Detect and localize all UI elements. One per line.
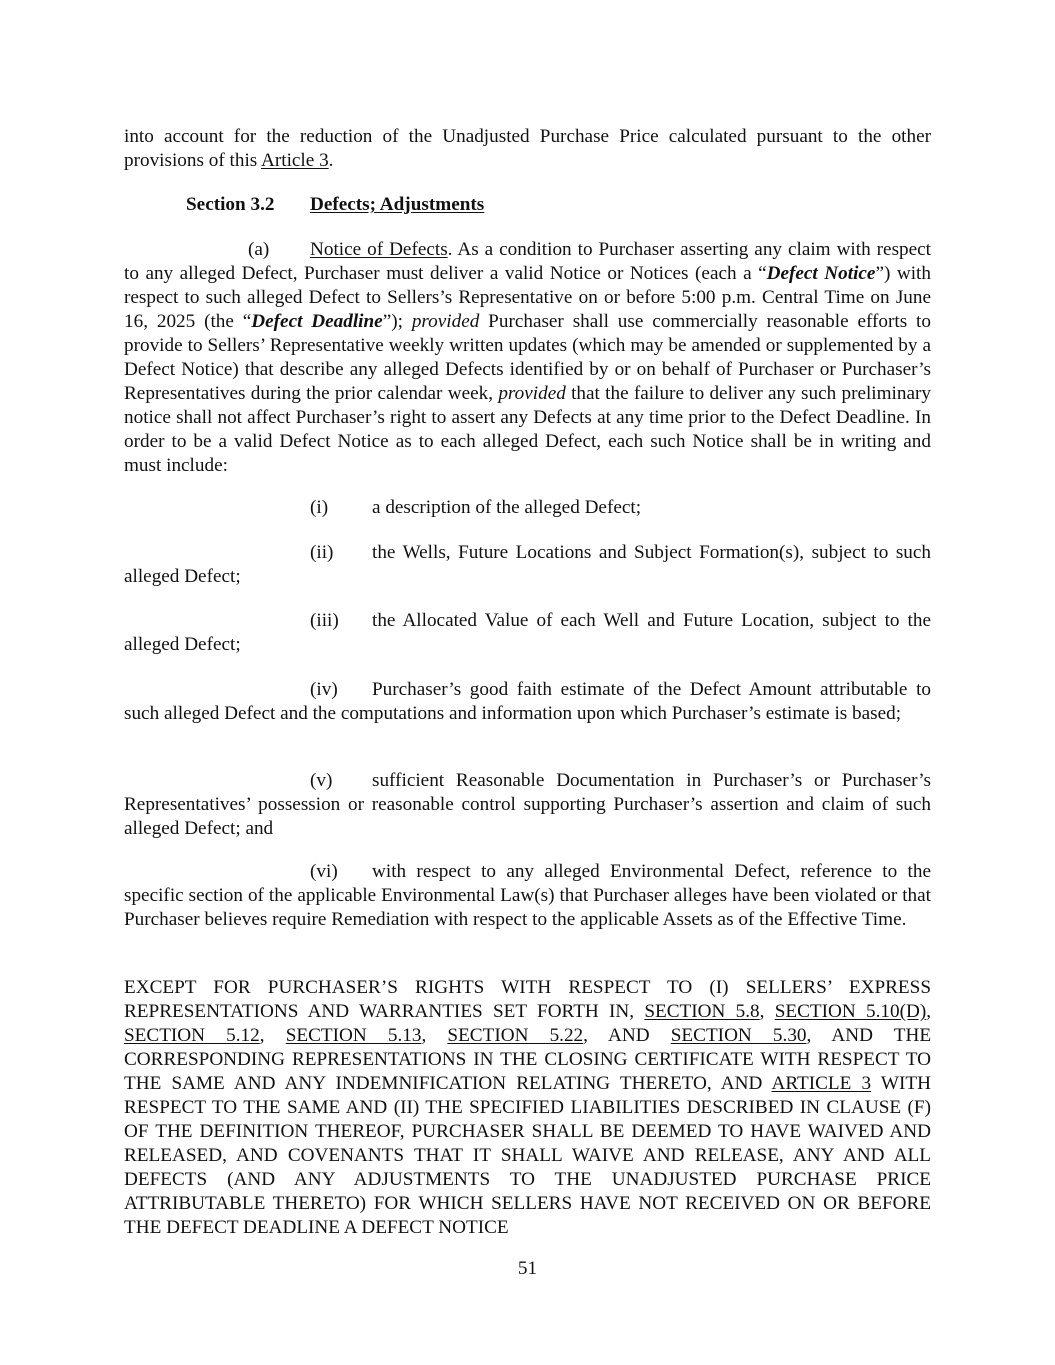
section-number: Section 3.2 <box>186 194 275 215</box>
list-item-label: (iii) <box>310 610 339 631</box>
notice-text: ”) with respect to such alleged Defect to Sellers’s Representative on or before 5:00 p.m. Central Time on June 16, 2025 (the “ <box>124 263 931 332</box>
separator: , <box>759 1001 775 1022</box>
list-item-label: (vi) <box>310 861 338 882</box>
provided-term: provided <box>498 383 566 404</box>
article-3-reference: Article 3 <box>261 150 329 171</box>
list-item-label: (ii) <box>310 542 334 563</box>
section-reference: SECTION 5.12 <box>124 1025 260 1046</box>
list-item-label: (v) <box>310 770 333 791</box>
waiver-text: , AND THE CORRESPONDING REPRESENTATIONS IN THE CLOSING CERTIFICATE WITH RESPECT TO THE SAME AND ANY INDEMNIFICATION RELATING THERETO, AND <box>124 1025 932 1094</box>
notice-of-defects-paragraph <box>124 238 931 478</box>
section-reference: SECTION 5.30 <box>670 1025 807 1046</box>
waiver-text: EXCEPT FOR PURCHASER’S RIGHTS WITH RESPECT TO (I) SELLERS’ EXPRESS REPRESENTATIONS AND WARRANTIES SET FORTH IN, <box>124 977 931 1022</box>
paragraph-heading: Notice of Defects <box>310 239 448 260</box>
list-item-text: the Allocated Value of each Well and Future Location, subject to the alleged Defect; <box>124 610 931 655</box>
notice-text: . As a condition to Purchaser asserting any claim with respect to any alleged Defect, Purchaser must deliver a valid Notice or Notices (each a “ <box>124 239 931 284</box>
list-item <box>124 860 931 932</box>
list-item-text: Purchaser’s good faith estimate of the Defect Amount attributable to such alleged Defect and the computations and information upon which Purchaser’s estimate is based; <box>124 679 931 724</box>
section-heading <box>186 193 484 217</box>
section-title: Defects; Adjustments <box>310 194 485 215</box>
intro-text: into account for the reduction of the Unadjusted Purchase Price calculated pursuant to the other provisions of this <box>124 126 931 171</box>
separator: , <box>421 1025 448 1046</box>
paragraph-label: (a) <box>248 239 270 260</box>
notice-text: Purchaser shall use commercially reasonable efforts to provide to Sellers’ Representative weekly written updates (which may be amended or supplemented by a Defect Notice) that describe any alleged Defects identified by or on behalf of Purchaser or Purchaser’s Representatives during the prior calendar week, <box>124 311 931 404</box>
list-item-label: (i) <box>310 497 329 518</box>
separator: , AND <box>583 1025 671 1046</box>
list-item <box>124 541 931 589</box>
list-item <box>124 769 931 841</box>
list-item <box>124 609 931 657</box>
list-item-text: the Wells, Future Locations and Subject Formation(s), subject to such alleged Defect; <box>124 542 931 587</box>
intro-paragraph <box>124 125 931 173</box>
notice-text: ”); <box>382 311 412 332</box>
list-item-label: (iv) <box>310 679 338 700</box>
defined-term-defect-deadline: Defect Deadline <box>251 311 383 332</box>
article-reference: ARTICLE 3 <box>771 1073 872 1094</box>
provided-term: provided <box>411 311 480 332</box>
waiver-paragraph <box>124 976 931 1240</box>
list-item-text: a description of the alleged Defect; <box>372 497 642 518</box>
page-number: 51 <box>517 1258 538 1279</box>
list-item <box>124 496 931 520</box>
section-reference: SECTION 5.8 <box>644 1001 760 1022</box>
separator: , <box>926 1001 932 1022</box>
defined-term-defect-notice: Defect Notice <box>766 263 876 284</box>
list-item-text: with respect to any alleged Environmental Defect, reference to the specific section of the applicable Environmental Law(s) that Purchaser alleges have been violated or that Purchaser believes require Remediation with respect to the applicable Assets as of the Effective Time. <box>124 861 931 930</box>
waiver-text: WITH RESPECT TO THE SAME AND (II) THE SPECIFIED LIABILITIES DESCRIBED IN CLAUSE (F) OF THE DEFINITION THEREOF, PURCHASER SHALL BE DEEMED TO HAVE WAIVED AND RELEASED, AND COVENANTS THAT IT SHALL WAIVE AND RELEASE, ANY AND ALL DEFECTS (AND ANY ADJUSTMENTS TO THE UNADJUSTED PURCHASE PRICE ATTRIBUTABLE THERETO) FOR WHICH SELLERS HAVE NOT RECEIVED ON OR BEFORE THE DEFECT DEADLINE A DEFECT NOTICE <box>124 1073 931 1238</box>
intro-end: . <box>328 150 334 171</box>
section-reference: SECTION 5.22 <box>447 1025 584 1046</box>
list-item-text: sufficient Reasonable Documentation in Purchaser’s or Purchaser’s Representatives’ possession or reasonable control supporting Purchaser’s assertion and claim of such alleged Defect; and <box>124 770 931 839</box>
separator: , <box>259 1025 286 1046</box>
section-reference: SECTION 5.10(D) <box>774 1001 927 1022</box>
list-item <box>124 678 931 726</box>
section-reference: SECTION 5.13 <box>285 1025 422 1046</box>
notice-text: that the failure to deliver any such preliminary notice shall not affect Purchaser’s right to assert any Defects at any time prior to the Defect Deadline. In order to be a valid Defect Notice as to each alleged Defect, each such Notice shall be in writing and must include: <box>124 383 931 476</box>
